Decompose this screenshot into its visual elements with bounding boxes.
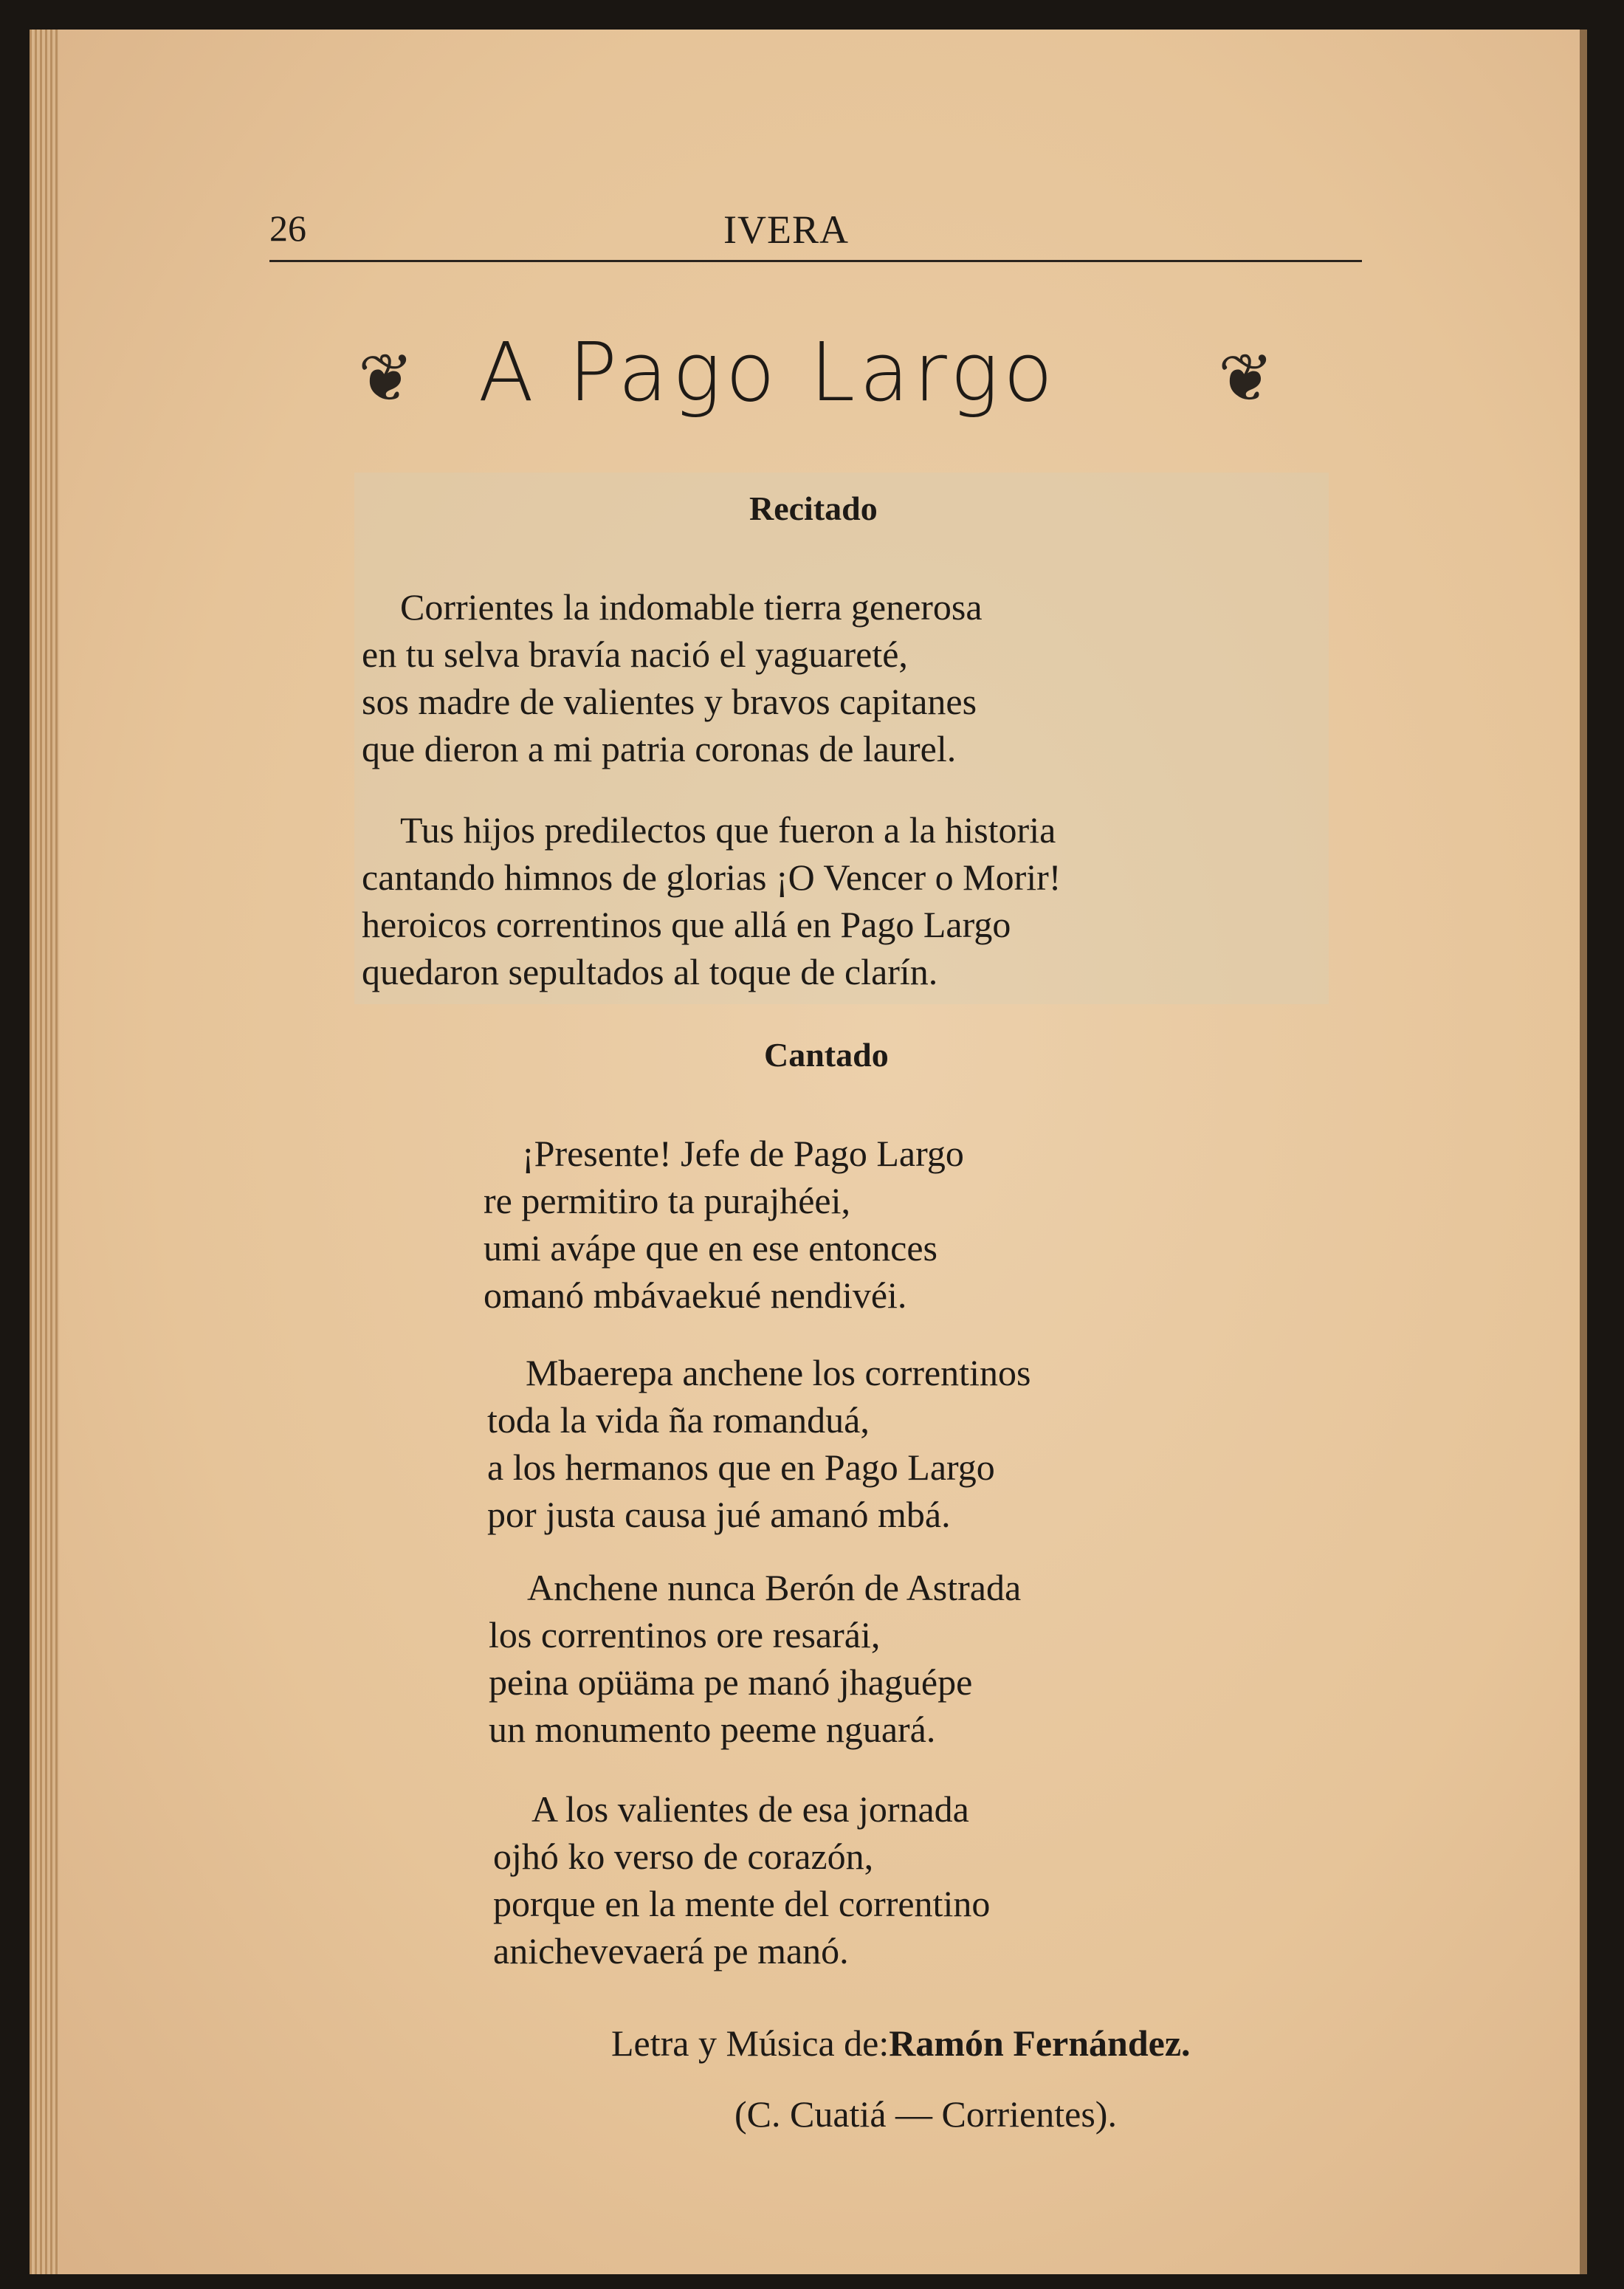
verse-line: un monumento peeme nguará. bbox=[489, 1709, 936, 1750]
credit-line bbox=[611, 2022, 1191, 2065]
stanza bbox=[489, 1564, 1021, 1753]
verse-line: ojhó ko verso de corazón, bbox=[493, 1836, 874, 1877]
verse-line: re permitiro ta purajhéei, bbox=[484, 1180, 850, 1221]
verse-line: cantando himnos de glorias ¡O Vencer o Morir! bbox=[362, 857, 1062, 898]
poem-title: A Pago Largo bbox=[478, 325, 1058, 419]
verse-line: sos madre de valientes y bravos capitanes bbox=[362, 681, 977, 722]
credit-label: Letra y Música de: bbox=[611, 2022, 890, 2064]
verse-line: Mbaerepa anchene los correntinos bbox=[526, 1352, 1031, 1393]
stanza bbox=[484, 1130, 964, 1319]
verse-line: umi avápe que en ese entonces bbox=[484, 1227, 938, 1269]
verse-line: heroicos correntinos que allá en Pago Largo bbox=[362, 904, 1011, 945]
verse-line: Tus hijos predilectos que fueron a la historia bbox=[400, 809, 1056, 851]
header-rule bbox=[269, 260, 1362, 262]
verse-line: anichevevaerá pe manó. bbox=[493, 1930, 849, 1971]
verse-line: Corrientes la indomable tierra generosa bbox=[400, 586, 983, 628]
credit-place: (C. Cuatiá — Corrientes). bbox=[734, 2093, 1117, 2135]
stanza bbox=[493, 1785, 990, 1974]
verse-line: ¡Presente! Jefe de Pago Largo bbox=[522, 1133, 964, 1174]
verse-line: en tu selva bravía nació el yaguareté, bbox=[362, 634, 908, 675]
verse-line: porque en la mente del correntino bbox=[493, 1883, 991, 1924]
verse-line: que dieron a mi patria coronas de laurel. bbox=[362, 728, 957, 769]
credit-author: Ramón Fernández. bbox=[889, 2022, 1191, 2064]
verse-line: por justa causa jué amanó mbá. bbox=[487, 1494, 951, 1535]
section-heading-cantado: Cantado bbox=[764, 1036, 889, 1074]
verse-line: quedaron sepultados al toque de clarín. bbox=[362, 951, 938, 992]
running-title: IVERA bbox=[723, 207, 849, 252]
page-number: 26 bbox=[269, 207, 306, 249]
fleuron-right-icon: ❦ bbox=[1218, 343, 1274, 416]
verse-line: omanó mbávaekué nendivéi. bbox=[484, 1274, 907, 1316]
running-header bbox=[269, 207, 1362, 258]
verse-line: toda la vida ña romanduá, bbox=[487, 1399, 870, 1441]
gutter bbox=[1580, 30, 1587, 2274]
verse-line: a los hermanos que en Pago Largo bbox=[487, 1447, 995, 1488]
verse-line: peina opüäma pe manó jhaguépe bbox=[489, 1661, 973, 1703]
section-heading-recitado: Recitado bbox=[749, 490, 878, 527]
stanza bbox=[487, 1349, 1031, 1538]
fleuron-left-icon: ❦ bbox=[358, 343, 414, 416]
verse-line: Anchene nunca Berón de Astrada bbox=[527, 1567, 1022, 1608]
verse-line: los correntinos ore resarái, bbox=[489, 1614, 881, 1655]
stanza bbox=[362, 583, 983, 772]
stanza bbox=[362, 806, 1061, 995]
verse-line: A los valientes de esa jornada bbox=[531, 1788, 969, 1830]
